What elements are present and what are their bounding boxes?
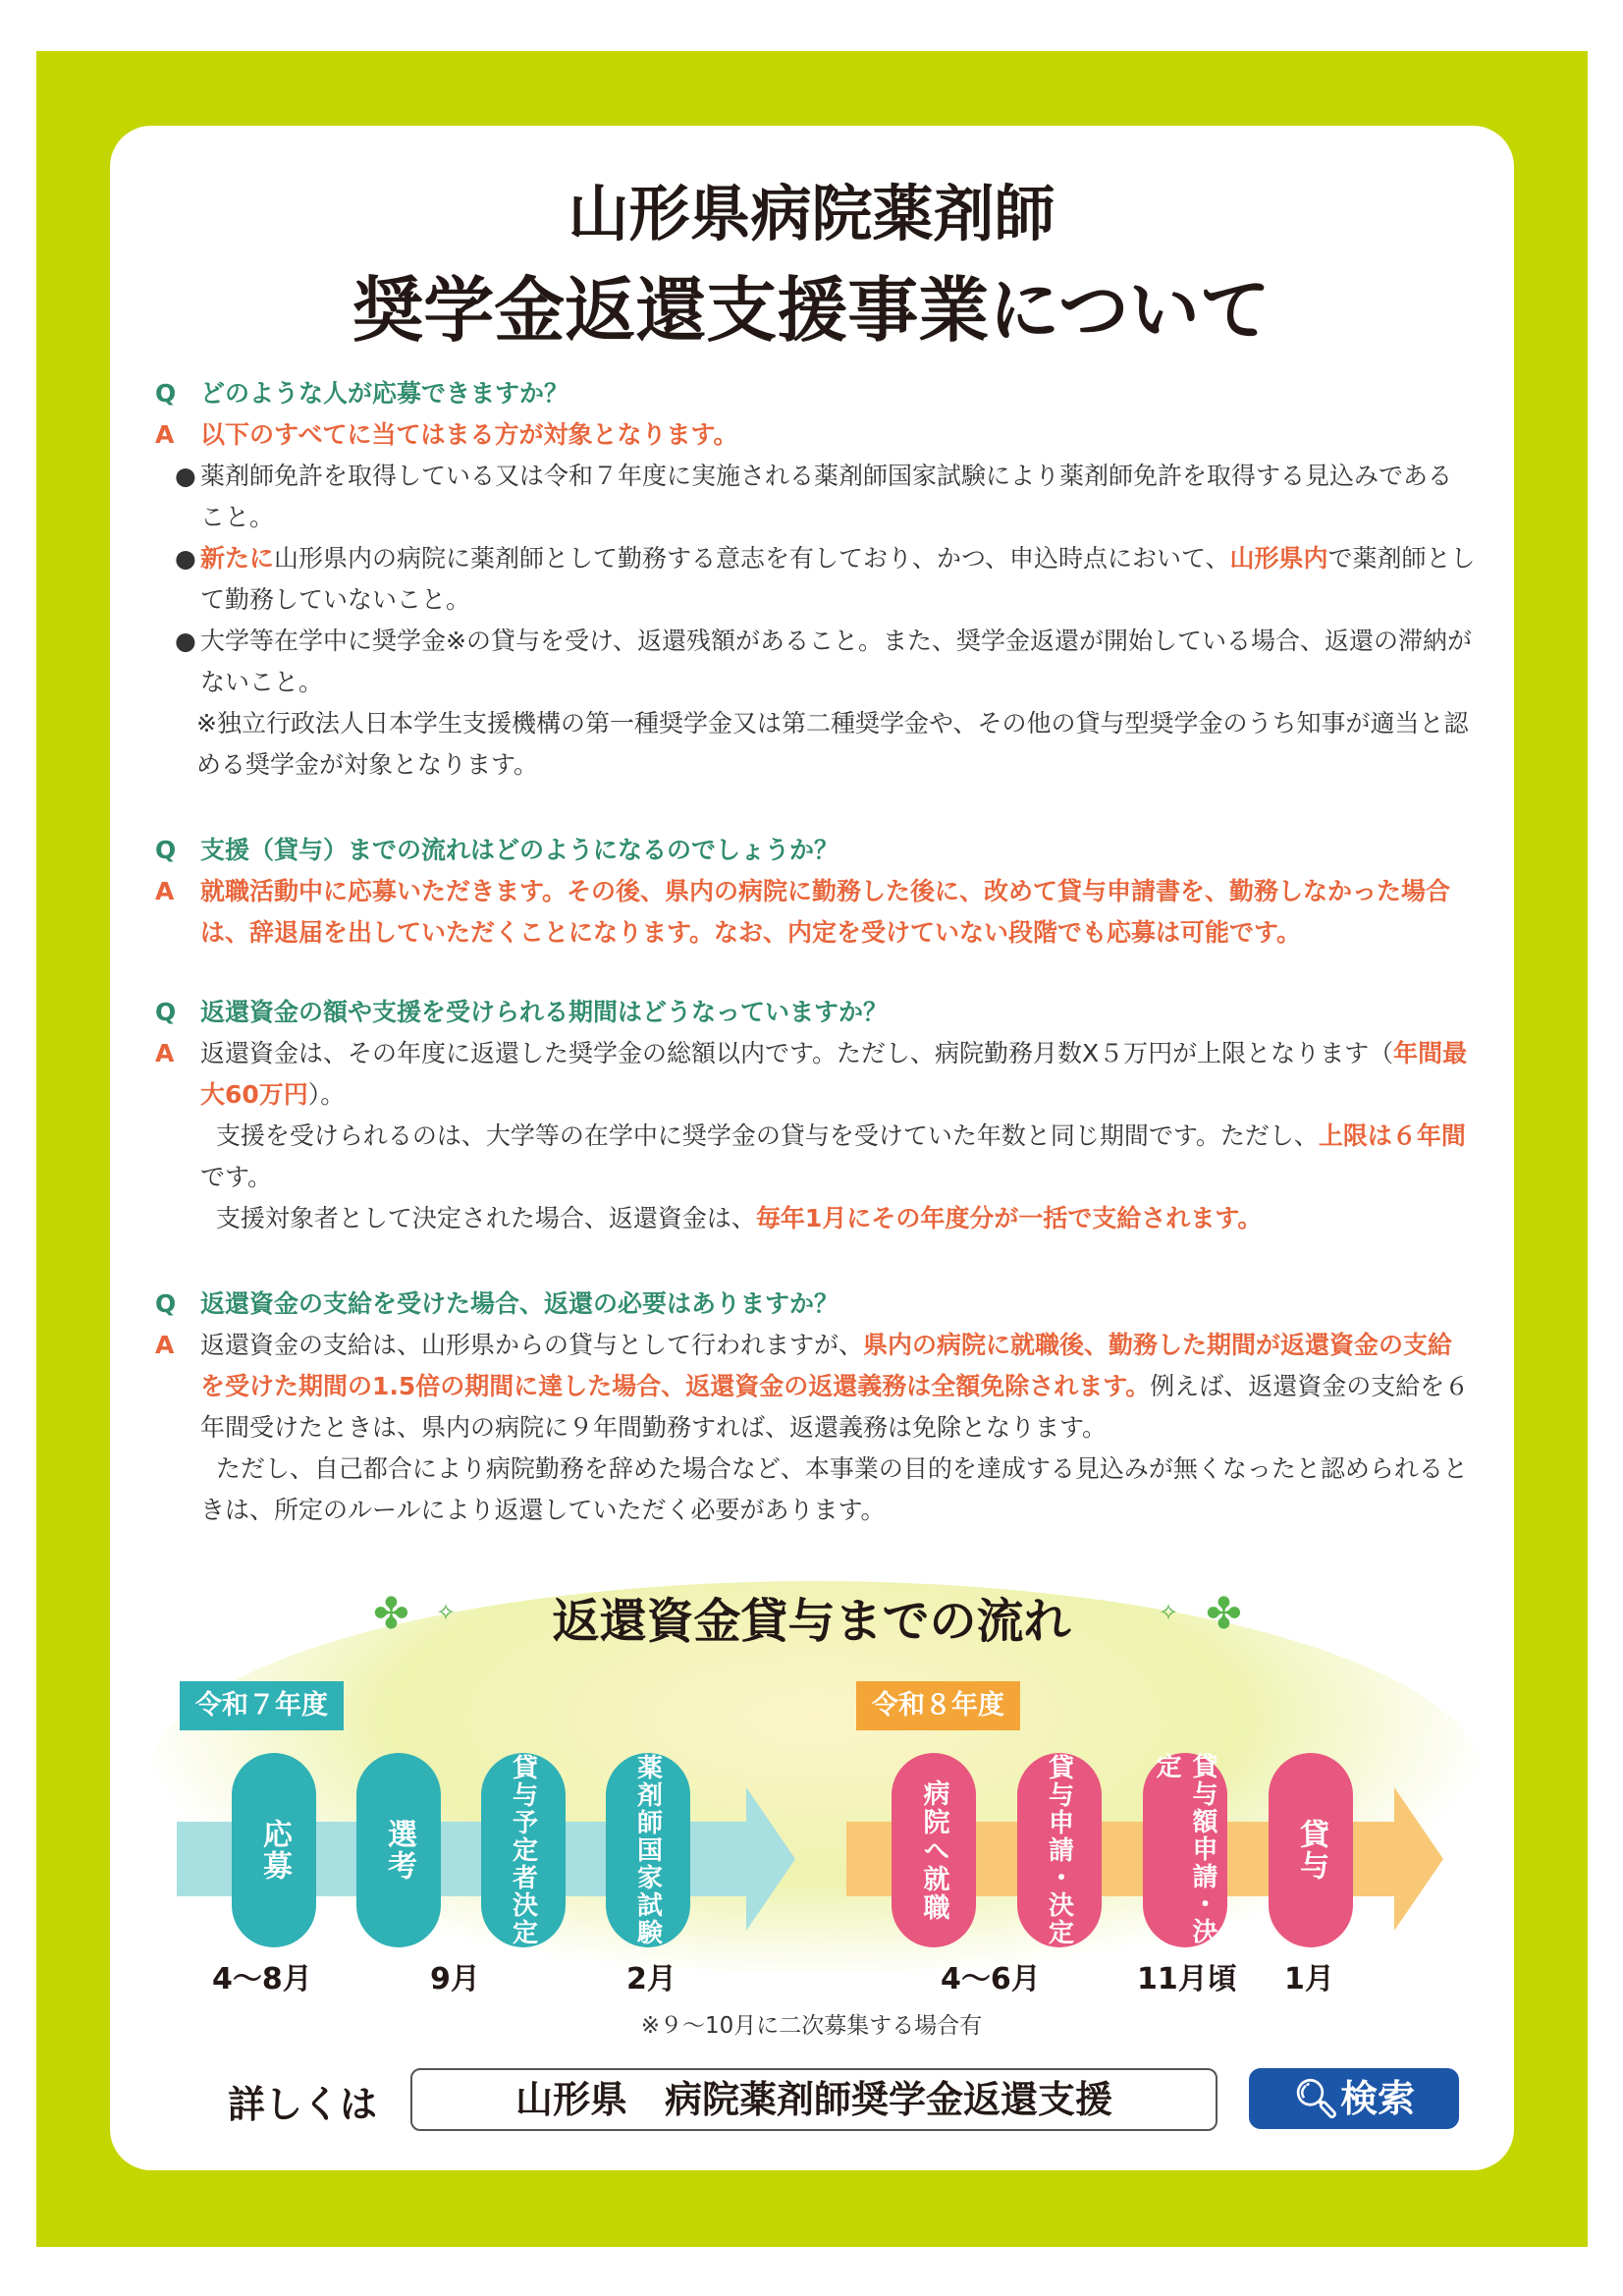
step-loan: 貸与 <box>1269 1753 1353 1947</box>
month-label: 2月 <box>626 1962 676 1996</box>
year-badge-r8: 令和８年度 <box>856 1681 1020 1730</box>
month-label: 4～8月 <box>212 1962 312 1996</box>
answer-3: A 返還資金は、その年度に返還した奨学金の総額以内です。ただし、病院勤務月数X５万円が上限となります（年間最大60万円）。 支援を受けられるのは、大学等の在学中に奨学金の貸与を受けていた年数と同じ期間です。ただし、上限は６年間です。 支援対象者として決定された場合、返還資金は、毎年1月にその年度分が一括で支給されます。 <box>155 1039 1468 1232</box>
search-keyword-box: 山形県 病院薬剤師奨学金返還支援 <box>410 2068 1217 2131</box>
list-item: ● 大学等在学中に奨学金※の貸与を受け、返還残額があること。また、奨学金返還が開始している場合、返還の滞納がないこと。 <box>175 627 1472 696</box>
search-icon: 🔍︎ <box>1292 2077 1341 2120</box>
year-badge-r7: 令和７年度 <box>180 1681 344 1730</box>
month-label: 1月 <box>1284 1962 1334 1996</box>
page-title-line2: 奨学金返還支援事業について <box>352 269 1271 352</box>
step-loan-candidate: 貸与予定者決定 <box>481 1753 566 1947</box>
page-title-line1: 山形県病院薬剤師 <box>568 178 1055 249</box>
list-item: ● 新たに山形県内の病院に薬剤師として勤務する意志を有しており、かつ、申込時点において、山形県内で薬剤師として勤務していないこと。 <box>175 544 1476 614</box>
step-national-exam: 薬剤師国家試験 <box>606 1753 690 1947</box>
flow-title: 返還資金貸与までの流れ <box>552 1594 1071 1649</box>
clover-icon: ✤ <box>373 1589 409 1639</box>
answer-1: A 以下のすべてに当てはまる方が対象となります。 <box>155 420 738 449</box>
question-3: Q 返還資金の額や支援を受けられる期間はどうなっていますか？ <box>155 998 889 1026</box>
question-2: Q 支援（貸与）までの流れはどのようになるのでしょうか？ <box>155 836 839 864</box>
step-loan-application: 貸与申請・決定 <box>1017 1753 1102 1947</box>
step-apply: 応募 <box>232 1753 316 1947</box>
clover-icon: ✤ <box>1206 1589 1242 1639</box>
list-item: ● 薬剤師免許を取得している又は令和７年度に実施される薬剤師国家試験により薬剤師免許を取得する見込みであること。 <box>175 462 1453 531</box>
footnote-scholarship: ※独立行政法人日本学生支援機構の第一種奨学金又は第二種奨学金や、その他の貸与型奨学金のうち知事が適当と認める奨学金が対象となります。 <box>196 709 1469 779</box>
month-label: 11月頃 <box>1137 1962 1237 1996</box>
flow-footnote: ※９～10月に二次募集する場合有 <box>640 2013 983 2039</box>
month-label: 4～6月 <box>941 1962 1041 1996</box>
step-selection: 選考 <box>356 1753 441 1947</box>
answer-2: A 就職活動中に応募いただきます。その後、県内の病院に勤務した後に、改めて貸与申請書を、勤務しなかった場合は、辞退届を出していただくことになります。なお、内定を受けていない段階でも応募は可能です。 <box>155 877 1451 947</box>
sparkle-icon: ✧ <box>1159 1599 1179 1626</box>
step-amount-application: 貸与額申請・決定 <box>1143 1753 1227 1947</box>
question-4: Q 返還資金の支給を受けた場合、返還の必要はありますか？ <box>155 1289 839 1318</box>
month-label: 9月 <box>430 1962 480 1996</box>
more-info-label: 詳しくは <box>228 2083 378 2126</box>
sparkle-icon: ✧ <box>436 1599 457 1626</box>
step-hospital-employment: 病院へ就職 <box>892 1753 976 1947</box>
answer-4: A 返還資金の支給は、山形県からの貸与として行われますが、県内の病院に就職後、勤務した期間が返還資金の支給を受けた期間の1.5倍の期間に達した場合、返還資金の返還義務は全額免除されます。例えば、返還資金の支給を６年間受けたときは、県内の病院に９年間勤務すれば、返還義務は免除となります。 ただし、自己都合により病院勤務を辞めた場合など、本事業の目的を達成する見込みが無くなったと認められるときは、所定のルールにより返還していただく必要があります。 <box>155 1331 1470 1524</box>
search-button[interactable]: 🔍︎検索 <box>1249 2068 1459 2129</box>
question-1: Q どのような人が応募できますか？ <box>155 379 569 408</box>
